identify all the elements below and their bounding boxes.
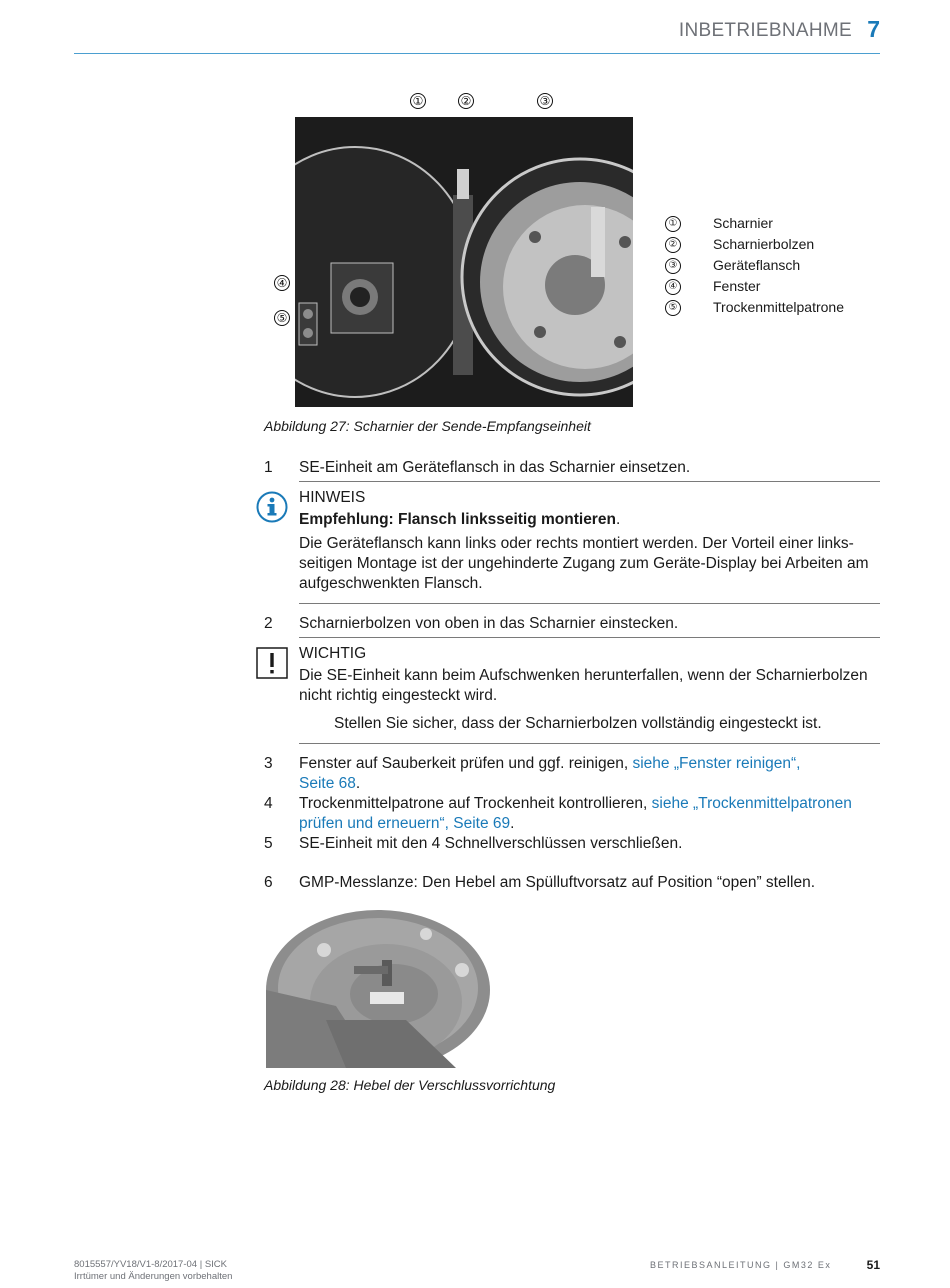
lever-photo-drawing (266, 910, 490, 1068)
figure-28-caption: Abbildung 28: Hebel der Verschlussvorrichtung (264, 1077, 556, 1093)
notice-heading: HINWEIS (299, 489, 366, 506)
warning-icon (256, 647, 288, 679)
figure-callout-5: ⑤ (274, 310, 290, 326)
warning-instruction: Stellen Sie sicher, dass der Scharnierbolzen vollständig eingesteckt ist. (334, 715, 822, 732)
step-number: 6 (264, 874, 273, 891)
step-text-end: . (355, 775, 361, 792)
step-number: 2 (264, 615, 273, 632)
hinge-photo-drawing (295, 117, 633, 407)
notice-emphasis-end: . (615, 511, 621, 528)
legend-item (665, 279, 885, 297)
legend-label: Geräteflansch (713, 257, 801, 273)
legend-number: ④ (665, 279, 681, 295)
section-number: 7 (867, 16, 880, 42)
step-number: 5 (264, 835, 273, 852)
figure-callout-3: ③ (537, 93, 553, 109)
footer-manual-title: BETRIEBSANLEITUNG | GM32 Ex (650, 1260, 832, 1270)
step-text-end: . (510, 815, 515, 832)
figure-callout-2: ② (458, 93, 474, 109)
hinge-photo (295, 117, 633, 407)
step-text: SE-Einheit mit den 4 Schnellverschlüssen verschließen. (299, 835, 683, 852)
divider (299, 481, 880, 482)
page-number: 51 (866, 1258, 880, 1272)
legend-number: ② (665, 237, 681, 253)
legend-label: Scharnier (713, 215, 773, 231)
notice-body: Die Geräteflansch kann links oder rechts montiert werden. Der Vorteil einer links-seitigen Montage ist der ungehinderte Zugang zum Geräte-Display bei Arbeiten am aufgeschwenkten Flansch. (299, 535, 869, 592)
warning-body: Die SE-Einheit kann beim Aufschwenken herunterfallen, wenn der Scharnierbolzen nicht richtig eingesteckt wird. (299, 667, 868, 704)
footer-document-info (74, 1259, 232, 1283)
legend-item (665, 300, 885, 318)
step-text: SE-Einheit am Geräteflansch in das Scharnier einsetzen. (299, 459, 691, 476)
notice-emphasis-text: Empfehlung: Flansch linksseitig montieren (299, 511, 616, 528)
figure-callout-4: ④ (274, 275, 290, 291)
info-icon (256, 491, 288, 523)
legend-item (665, 237, 885, 255)
step-text (299, 794, 880, 834)
step-text-body: Trockenmittelpatrone auf Trockenheit kontrollieren, (299, 795, 652, 812)
legend-number: ① (665, 216, 681, 232)
step-text (299, 754, 839, 794)
divider (299, 743, 880, 744)
footer-disclaimer: Irrtümer und Änderungen vorbehalten (74, 1271, 233, 1282)
legend-number: ③ (665, 258, 681, 274)
figure-27-caption: Abbildung 27: Scharnier der Sende-Empfangseinheit (264, 418, 591, 434)
legend-label: Scharnierbolzen (713, 236, 815, 252)
step-text: Scharnierbolzen von oben in das Scharnier einstecken. (299, 615, 679, 632)
cross-reference-link[interactable]: siehe „Fenster reinigen“, Seite 68 (299, 755, 801, 792)
legend-label: Trockenmittelpatrone (713, 299, 844, 315)
step-text-body: Fenster auf Sauberkeit prüfen und ggf. reinigen, (299, 755, 633, 772)
header-rule (74, 53, 880, 54)
footer-doc-id: 8015557/YV18/V1-8/2017-04 | SICK (74, 1259, 227, 1270)
legend-item (665, 216, 885, 234)
legend-item (665, 258, 885, 276)
divider (299, 637, 880, 638)
step-number: 3 (264, 755, 273, 772)
cross-reference-link[interactable]: siehe „Trockenmittelpatronen prüfen und erneuern“, Seite 69 (299, 795, 852, 832)
legend-label: Fenster (713, 278, 761, 294)
legend-number: ⑤ (665, 300, 681, 316)
notice-emphasis (299, 510, 620, 530)
figure-callout-1: ① (410, 93, 426, 109)
section-title: INBETRIEBNAHME (678, 20, 852, 41)
step-number: 4 (264, 795, 273, 812)
step-text: GMP-Messlanze: Den Hebel am Spülluftvorsatz auf Position “open” stellen. (299, 874, 816, 891)
warning-heading: WICHTIG (299, 645, 367, 662)
step-number: 1 (264, 459, 273, 476)
lever-photo (266, 910, 490, 1068)
divider (299, 603, 880, 604)
